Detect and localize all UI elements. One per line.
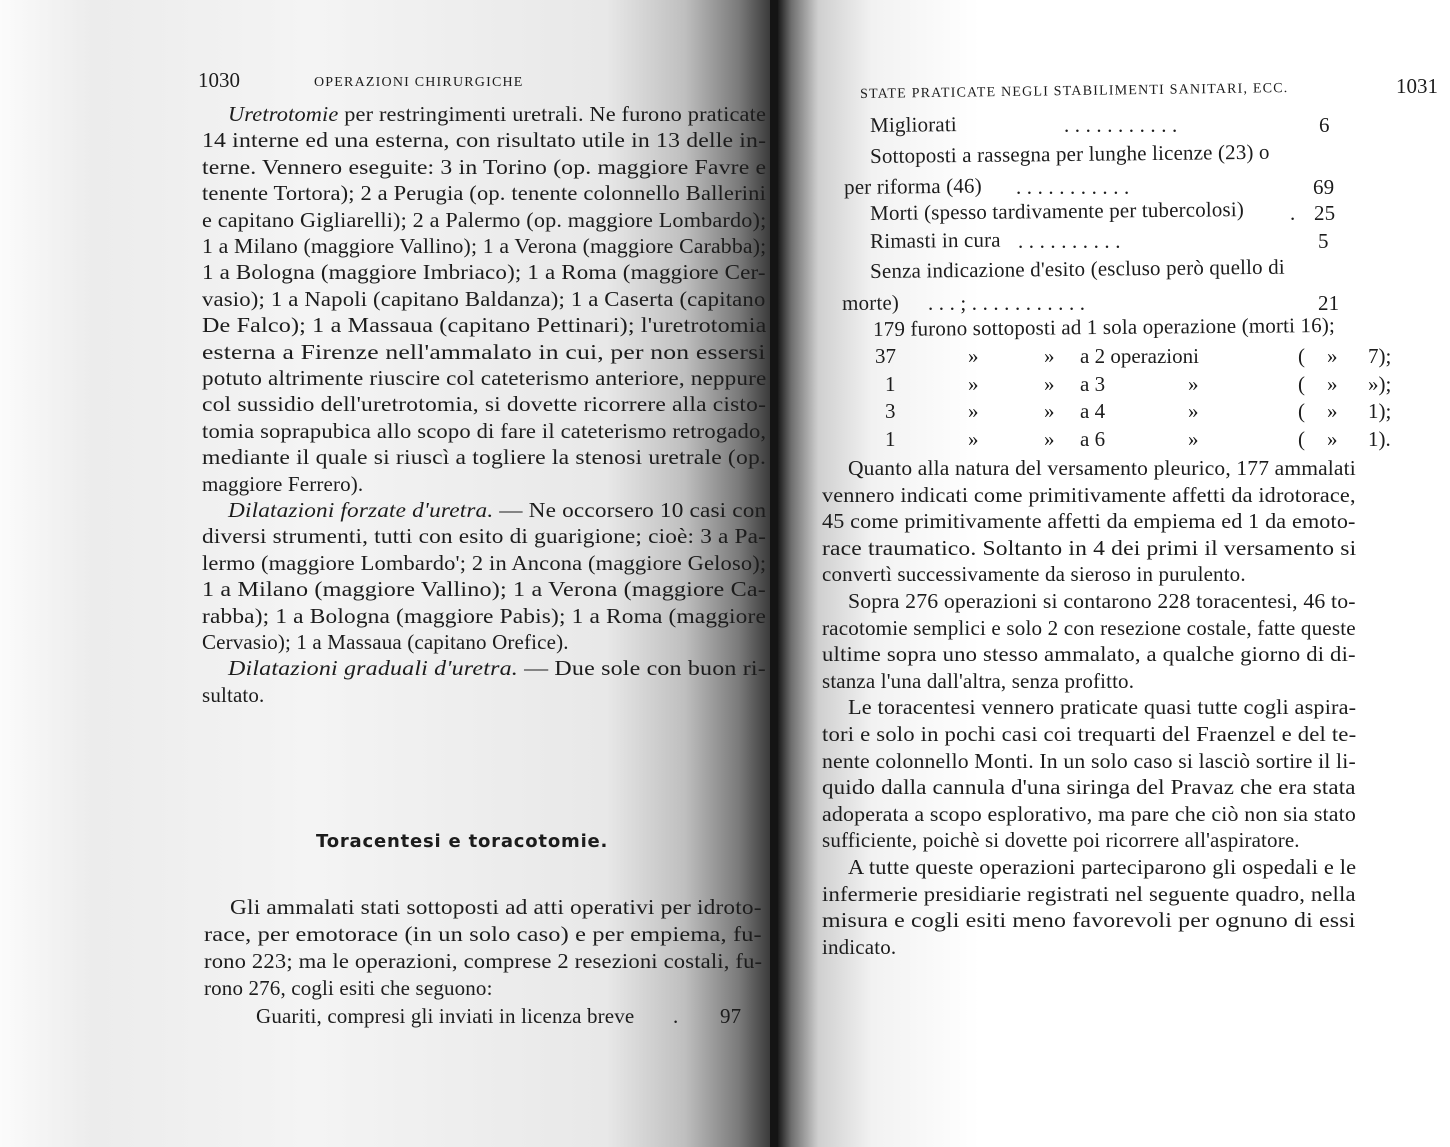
right-text-line: vennero indicati come primitivamente affetti da idrotorace,: [822, 482, 1356, 507]
left-running-head: OPERAZIONI CHIRURGICHE: [314, 75, 524, 90]
ops-ditto: »: [1327, 399, 1338, 423]
left-text-line: tenente Tortora); 2 a Perugia (op. tenente colonnello Ballerini: [202, 181, 767, 206]
right-text-line: ultime sopra uno stesso ammalato, a qualche giorno di di-: [822, 642, 1356, 667]
left-text-line: tomia soprapubica allo scopo di fare il cateterismo retrogado,: [202, 418, 767, 443]
right-text-line: indicato.: [822, 934, 897, 959]
right-text-line: Sopra 276 operazioni si contarono 228 toracentesi, 46 to-: [848, 589, 1356, 613]
left-text-line: potuto altrimente riuscire col cateterismo anteriore, neppure: [202, 366, 767, 390]
ops-deaths: 7);: [1368, 344, 1392, 368]
right-text-line: misura e cogli esiti meno favorevoli per ognuno di essi: [822, 908, 1356, 933]
ops-paren: (: [1298, 399, 1305, 423]
ops-count: 3: [885, 399, 896, 423]
stat-label: Morti (spesso tardivamente per tubercolosi): [869, 197, 1245, 225]
left-text-line: 14 interne ed una esterna, con risultato utile in 13 delle in-: [202, 128, 767, 153]
ops-paren: (: [1298, 344, 1305, 368]
left-text-line: diversi strumenti, tutti con esito di guarigione; cioè: 3 a Pa-: [202, 524, 767, 549]
left-text-line: Dilatazioni forzate d'uretra. — Ne occorsero 10 casi con: [228, 498, 767, 522]
stat-label: Migliorati: [869, 112, 957, 137]
ops-ditto: »: [1044, 399, 1055, 423]
ops-first-line: 179 furono sottoposti ad 1 sola operazione (morti 16);: [872, 312, 1336, 341]
right-text-line: sufficiente, poichè si dovette poi ricorrere all'aspiratore.: [822, 828, 1300, 853]
left-text-line: e capitano Gigliarelli); 2 a Palermo (op. maggiore Lombardo);: [202, 207, 767, 232]
stat-label: Sottoposti a rassegna per lunghe licenze (23) o: [869, 139, 1270, 168]
stat-label: Senza indicazione d'esito (escluso però quello di: [869, 254, 1285, 283]
stat-leader-dots: . . . . . . . . . . .: [1064, 113, 1178, 137]
left-text-line: Uretrotomie per restringimenti uretrali. Ne furono praticate: [228, 102, 767, 126]
stat-leader-dots: .: [1290, 201, 1296, 225]
left-text-line: terne. Vennero eseguite: 3 in Torino (op. maggiore Favre e: [202, 154, 767, 179]
stat-leader-dots: . . . . . . . . . .: [1018, 229, 1121, 253]
guariti-value: 97: [720, 1004, 742, 1028]
stat-label: morte): [841, 290, 900, 315]
left-text-line: De Falco); 1 a Massaua (capitano Pettinari); l'uretrotomia: [202, 313, 767, 338]
right-text-line: 45 come primitivamente affetti da empiema ed 1 da emoto-: [822, 509, 1356, 534]
left-page-number: 1030: [198, 68, 240, 92]
right-text-line: nente colonnello Monti. In un solo caso si lasciò sortire il li-: [822, 748, 1356, 773]
ops-deaths: »);: [1368, 371, 1392, 396]
right-text-line: stanza l'una dall'altra, senza profitto.: [822, 668, 1135, 693]
right-page: [778, 0, 1450, 1147]
ops-ditto: »: [1188, 426, 1199, 451]
ops-ditto: »: [968, 371, 979, 396]
right-text-line: race traumatico. Soltanto in 4 dei primi il versamento si: [822, 535, 1357, 560]
right-running-head: STATE PRATICATE NEGLI STABILIMENTI SANITARI, ECC.: [859, 81, 1289, 102]
left-text-line: race, per emotorace (in un solo caso) e per empiema, fu-: [204, 922, 762, 946]
ops-deaths: 1).: [1368, 426, 1391, 451]
ops-count: 1: [885, 371, 896, 396]
left-text-line: 1 a Milano (maggiore Vallino); 1 a Verona (maggiore Ca-: [202, 577, 766, 602]
stat-leader-dots: . . . . . . . . . . .: [1016, 175, 1130, 199]
stat-label: Rimasti in cura: [869, 227, 1001, 253]
left-text-line: 1 a Milano (maggiore Vallino); 1 a Verona (maggiore Carabba);: [202, 234, 767, 258]
ops-ditto: »: [1044, 344, 1055, 368]
italic-lead: Dilatazioni graduali d'uretra.: [228, 656, 518, 681]
right-text-line: infermerie presidiarie registrati nel seguente quadro, nella: [822, 881, 1356, 906]
left-text-line: rono 223; ma le operazioni, comprese 2 resezioni costali, fu-: [204, 949, 763, 973]
ops-paren: (: [1298, 426, 1305, 451]
ops-ditto: »: [1044, 371, 1055, 396]
right-text-line: Le toracentesi vennero praticate quasi tutte cogli aspira-: [848, 695, 1357, 720]
right-text-line: tori e solo in pochi casi coi trequarti del Fraenzel e del te-: [822, 722, 1357, 746]
ops-ditto: »: [1327, 371, 1338, 396]
stat-value: 21: [1318, 291, 1340, 315]
right-text-line: A tutte queste operazioni parteciparono gli ospedali e le: [848, 855, 1357, 879]
left-text-line: esterna a Firenze nell'ammalato in cui, per non essersi: [202, 339, 766, 364]
ops-count: 1: [885, 426, 896, 451]
ops-ditto: »: [968, 426, 979, 451]
stat-value: 25: [1314, 201, 1336, 225]
left-text-line: Gli ammalati stati sottoposti ad atti operativi per idroto-: [230, 895, 762, 919]
ops-ditto: »: [1327, 344, 1338, 368]
ops-ditto: »: [1327, 426, 1338, 451]
stat-value: 69: [1313, 175, 1335, 199]
section-heading: Toracentesi e toracotomie.: [316, 831, 609, 852]
left-text-line: rono 276, cogli esiti che seguono:: [204, 976, 493, 1000]
ops-ditto: »: [968, 399, 979, 423]
left-text-line: 1 a Bologna (maggiore Imbriaco); 1 a Roma (maggiore Cer-: [202, 260, 766, 285]
italic-lead: Uretrotomie: [228, 102, 339, 126]
stat-leader-dots: . . . ; . . . . . . . . . . .: [928, 291, 1086, 315]
left-text-line: Cervasio); 1 a Massaua (capitano Orefice).: [202, 630, 569, 654]
ops-operations: a 4: [1080, 399, 1106, 423]
left-text-line: vasio); 1 a Napoli (capitano Baldanza); 1 a Caserta (capitano: [202, 286, 766, 311]
guariti-dots: .: [673, 1004, 679, 1028]
ops-paren: (: [1298, 371, 1305, 396]
left-text-line: sultato.: [202, 682, 265, 707]
left-text-line: Dilatazioni graduali d'uretra. — Due sole con buon ri-: [228, 656, 766, 681]
left-text-line: col sussidio dell'uretrotomia, si dovette ricorrere alla cisto-: [202, 392, 767, 417]
stat-value: 6: [1319, 113, 1330, 137]
right-text-line: quido dalla cannula d'una siringa del Pravaz che era stata: [822, 775, 1356, 800]
ops-ditto: »: [1188, 371, 1199, 396]
left-text-line: lermo (maggiore Lombardo'; 2 in Ancona (maggiore Geloso);: [202, 550, 767, 575]
stat-value: 5: [1318, 229, 1329, 253]
right-text-line: racotomie semplici e solo 2 con resezione costale, fatte queste: [822, 615, 1356, 640]
left-text-line: rabba); 1 a Bologna (maggiore Pabis); 1 a Roma (maggiore: [202, 603, 767, 628]
italic-lead: Dilatazioni forzate d'uretra.: [228, 498, 494, 522]
right-page-number: 1031: [1396, 74, 1438, 98]
ops-ditto: »: [1044, 426, 1055, 451]
ops-count: 37: [875, 344, 896, 368]
ops-deaths: 1);: [1368, 399, 1392, 423]
ops-ditto: »: [968, 344, 979, 368]
stat-label: per riforma (46): [843, 173, 982, 199]
guariti-label: Guariti, compresi gli inviati in licenza breve: [256, 1004, 635, 1028]
right-text-line: convertì successivamente da sieroso in purulento.: [822, 562, 1246, 587]
ops-operations: a 2 operazioni: [1080, 344, 1199, 368]
left-text-line: mediante il quale si riuscì a togliere la stenosi uretrale (op.: [202, 445, 767, 470]
right-text-line: Quanto alla natura del versamento pleurico, 177 ammalati: [848, 456, 1356, 480]
left-text-line: maggiore Ferrero).: [202, 471, 364, 496]
right-text-line: adoperata a scopo esplorativo, ma pare che ciò non sia stato: [822, 801, 1357, 826]
ops-operations: a 3: [1080, 371, 1106, 396]
ops-ditto: »: [1188, 399, 1199, 423]
ops-operations: a 6: [1080, 426, 1106, 451]
